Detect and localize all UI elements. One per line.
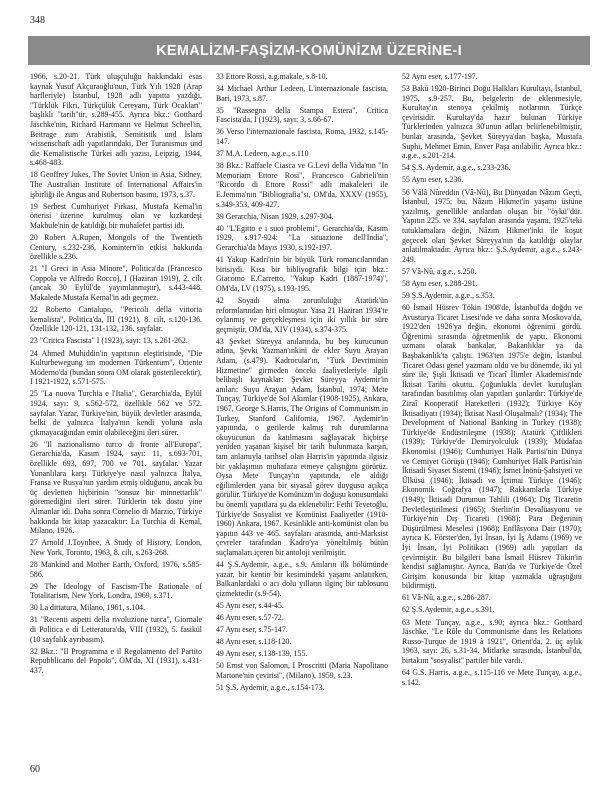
footnote: 25 "La nuova Turchia e l'Italia", Gerarchia'da, Eylül 1924, sayı: 9, s.562-572, özellikle 562 ve 572. sayfalar. Yazar, Türkiye'nin, büyük devletler arasında, belki de yalnızca İtalya'nın kendi yoluna asla çıkmayacağından emin olabileceğini ileri sürer. xyxy=(30,389,202,437)
footnote: 46 Aynı eser, s.57-72. xyxy=(216,612,284,622)
footnote: 61 Vâ-Nû, a.g.e., s.286-287. xyxy=(402,593,491,603)
footnote: 39 Gerarchia, Nisan 1929, s.297-304. xyxy=(216,211,334,221)
footnote: 53 Bakü 1920-Birinci Doğu Halkları Kurultayı, İstanbul, 1975, s.9-257. Bu, belgelerin de eklenmesiyle, Kurultay'ın stenoya çekilmiş notlarının Türkçe çevirisidir. Kurultay'da hazır bulunan Türkiye Türklerinden yalnızca 30'unun adları belirlenebilmiştir, bunlar arasında, Şevket Süreyya'dan başka, Mustafa Suphi, Mehmet Emin, Enver Paşa anılabilir. Ayrıca bkz.: a.g.e., s.201-214. xyxy=(402,84,582,161)
footnote: 57 Vâ-Nû, a.g.e., s.250. xyxy=(402,266,477,276)
footnote: 18 Geoffrey Jukes, The Soviet Union in Asia, Sidney, The Australian Institute of International Affairs'in işbirliği ile Angus and Robertson basımı, 1973, s.37. xyxy=(30,170,202,199)
footnote: 26 "Il nazionalismo turco di fronte all'Europa", Gerarchia'da, Kasım 1924, sayı: 11, s.693-701, özellikle 693, 697, 700 ve 701. sayfalar. Yazar Yunanlılara karşı Türkiye'ye nasıl yalnızca İtalya, Fransa ve Rusya'nın yardım etmiş olduğunu, ancak bu üç devletten hiçbirinin "sonsuz bir minnettarlık" göremediğini ileri sürer. Türklerin tek dostu yine Almanlar idi. Daha sonra Cornelio di Marzio, Türkiye hakkında bir kitap yazacaktır: La Turchia di Kemal, Milano, 1926. xyxy=(30,439,202,536)
footnote: 27 Arnold J.Toynbee, A Study of History, London, New York, Toronto, 1963, 8. cilt, s.263-268. xyxy=(30,538,202,557)
footnote: 60 İsmail Hüsrev Tökin 1908'de, İstanbul'da doğdu ve Avusturya Ticaret Lisesi'nde ve daha sonra Moskova'da, 1922'den 1926'ya değin, ekonomi öğrenimi gördü. Öğrenimi sırasında öğretmenlik de yaptı. Ekonomi uzmanı olarak bankalar, Bakanlıklar ya da Başbakanlık'ta çalıştı. 1963'ten 1975'e değin, İstanbul Ticaret Odası genel yazmanı oldu ve bu dönemde, iki yıl süre ile, Şişli İktisadi ve Ticarî İlimler Akademisi'nde İktisat Tarihi okuttu. Çoğunlukla devlet kuruluşları tarafından basıtılmış olan yapıtları şunlardır: Türkiye'de Ziraî Kooperatif Hareketleri (1932); Türkiye Köy İktisadiyatı (1934); İktisat Nasıl Oluşalmalı? (1934); The Development of National Banking in Turkey (1938); Türkiye'de Endüstrileşme (1938); Atatürk Çiftlikleri (1939); Türkiye'de Demiryolculuk (1939); Müdafaa Ekonomisi (1946); Cumhuriyet Halk Partisi'nin Dünya ve Cemiyet Görüşü (1946); Cumhuriyet Halk Partisi'nin İktisadi Siyaset Sistemi (1946); İsmet İnönü-Şahsiyeti ve Ülküsü (1946); İktisadi ve İçtimai Türkiye (1946); Ekonomik Coğrafya (1947); Rakkamlarla Türkiye (1949); İktisadi Durumun Tahlili (1964); Dış Ticaretin Devletleştirilmesi (1965); Sterlin'in Devalüasyonu ve Türkiye'nin Dış Ticareti (1968); Para Değerinin Düşürülmesi Meselesi (1968); Enflâsyona Dair (1970); ayrıca K. Förster'den, İyi İnsan, İyi İş Adamı (1969) ve İyi İnsan, İyi Politikacı (1969) adlı yapıtları da çevirmiştir. Bu bilgileri bana İsmail Hüsrev Tökin'in kendisi sağlamıştır. Ayrıca, Batı'da ve Türkiye'de Özel Girişim konusunda bir kitap yazmakla uğraştığını bildirmişti. xyxy=(402,303,582,591)
footnote: 62 Ş.S.Aydemir, a.g.e., s.391. xyxy=(402,605,495,615)
footnote: 54 Ş.S. Aydemir, a.g.e., s.233-236. xyxy=(402,163,511,173)
footnote: 58 Aynı eser, s.288-291. xyxy=(402,278,478,288)
footnote: 48 Aynı eser, s.118-120. xyxy=(216,637,292,647)
footnote: 1966, s.20-21. Türk uluşçuluğu hakkındaki esas kaynak Yusuf Akçuraoğlu'nun, Türk Yılı 1928 (Arap harfleriyle) İstanbul, 1928 adlı yapıtta yazdığı, "Türklük Fikri, Türkçülük Cereyanı, Türk Ocakları" başlıklı "tarih"tir, s.289-455. Ayrıca bkz.: Gotthard Jäschke'nin, Richard Hartmann ve Helmut Scheel'in, Beitrage zum Arabistik, Semitistik und İslam wissenschaft adlı yapıtlarındaki, Der Turanismus und die Kemalistische Türkei adlı yazısı, Leipzig, 1944, s.468-483. xyxy=(30,72,202,168)
footnote: 59 Ş.S.Aydemir, a.g.e., s.353. xyxy=(402,290,495,300)
footnote: 41 Yakup Kadri'nin bir büyük Türk romancılarından birisiydi. Kısa bir bibliyografik bilgi için bkz.: Giacomo E.Carretto, "Yakup Kadri (1887-1974)", OM'da, LV (1975), s.193-195. xyxy=(216,255,388,293)
footnote: 29 The Ideology of Fascism-The Rationale of Totalitarism, New York, Londra, 1969, s.371. xyxy=(30,581,202,601)
running-header-title: KEMALİZM-FAŞİZM-KOMÜNİZM ÜZERİNE-I xyxy=(156,42,462,59)
footnote: 21 "I Greci in Asia Minore", Politica'da (Francesco Coppola ve Alfredo Rocco), I (Haziran 1919), 2. cilt (ancak 30 Eylül'de yayımlanmıştır), s.443-448. Makalede Mustafa Kemal'in adı geçmez. xyxy=(30,264,202,303)
footnote: 32 Bkz.: "Il Programma e il Regolamento del Partito Repubblicano del Popolo", OM'da, XI (1931), s.431-437. xyxy=(30,646,202,675)
footnote: 33 Ettore Rossi, a.g.makale, s.8-10. xyxy=(216,72,328,81)
footnote: 20 Robert A.Rupen, Mongols of the Twentieth Century, s.232-236, Komintern'in etkisi hakkında özellikle s.236. xyxy=(30,233,202,262)
footnote: 34 Michael Arthur Ledeen, L'internazionale fascista, Bari, 1973, s.87. xyxy=(216,84,388,103)
footnote: 43 Şevket Süreyya anılarında, bu beş kurucunun adına, Şevki Yazman'ınkini de ekler Suyu Arayan Adam, (s.479). Kadrocular'ın, "Türk Devriminin Hizmetine" girmeden önceki faaliyetleriyle ilgili belibaşlı kaynaklar: Şevket Süreyya Aydemir'in anıları: Suyu Arayan Adam, İstanbul, 1974; Mete Tunçay, Türkiye'de Sol Akımlar (1908-1925), Ankara, 1967, George S.Harris, The Origins of Communism in Turkey, Stanford California, 1967. Aydemir'in yapıtında, o gerilerde kalmış ruh durumlarına okuyucunun da katılmasını sağlayacak hiçbirşe yeniden yaşanan kişisel bir tarih bulunmaza karşın, tam anlamıyla tarihsel olan Harris'in yapıtında ilgisiz bir yaklaşımın muhafaza etmeye çalıştığını görürüz. Oysa Mete Tunçay'ın yapıtında, ele aldığı eğilimlerden yana bir siyasal görev duygusu açıkça görülür. Türkiye'de Komünizm'in doğuşu konusundaki bu önemli yapıtlara şu da eklenebilir: Fethi Tevetoğlu, Türkiye'de Sosyalist ve Komünist Faaliyetler (1910-1960) Ankara, 1967. Kesinlikle anti-komünist olan bu yapıtın 443 ve 465. sayfaları arasında, anti-Marksist çevreler tarafından Kadro'ya yöneltilmiş bütün suçlamaları içeren bir antoloji verilmiştir. xyxy=(216,336,388,557)
footnote: 37 M.A. Ledeen, a.g.e., s.110 xyxy=(216,149,309,159)
footnote: 63 Mete Tunçay, a.g.e., s.90; ayrıca bkz.: Gotthard Jäschke, "Le Rôle du Communisme dans les Relations Russo-Turque de 1919 à 1921", Orient'da, 2. üç aylık 1963, sayı: 26, s.31-34. Mitlarke sırasında, İstanbul'da, birtakım "sosyalist" partiler bile vardı. xyxy=(402,617,582,665)
footnote: 31 "Recenti aspetti della rivoluzione turca", Giornale di Politica e di Letteratura'da, VIII (1932), 5. fasikül (10 sayfalık ayrıbasım). xyxy=(30,615,202,644)
footnote: 44 Ş.S.Aydemir, a.g.e., s.9. Anıların ilk bölümünde yazar, bir kentin bir kesimindeki yaşamı anlatırken, Balkanlardaki o acı dolu yılların ilginç bir tablosunu çizmektedir (s.9-54). xyxy=(216,560,388,598)
page-number-bottom: 60 xyxy=(30,764,40,775)
footnote: 23 "Critica Fascista" I (1923), sayı: 13, s.261-262. xyxy=(30,336,188,346)
footnote: 22 Roberto Cantalupo, "Pericoli della vittoria kemalista", Politica'da, III (1921), 8. cilt, s.120-136. Özellikle 120-121, 131-132, 136. sayfalar. xyxy=(30,305,202,334)
footnote: 30 La dittatura, Milano, 1961, s.104. xyxy=(30,603,146,613)
footnote: 24 Ahmed Muhiddin'in yapıtının eleştirisinde, "Die Kulturbewegung im modernen Türkentum", Oriente Moderno'da (bundan sonra OM olarak gösterilecektir), I 1921-1922, s.571-575. xyxy=(30,348,202,387)
footnote: 55 Aynı eser, s.236. xyxy=(402,175,464,185)
footnote: 35 "Rassegna della Stampa Estera", Critica Fascista'da, I (1923), sayı: 3, s.66-67. xyxy=(216,105,388,125)
footnote: 47 Aynı eser, s.75-147. xyxy=(216,625,288,635)
running-header xyxy=(28,36,590,65)
footnote: 64 G.S. Harris, a.g.e., s.115-116 ve Mete Tunçay, a.g.e., s.142. xyxy=(402,668,582,687)
footnote-column-1 xyxy=(30,72,202,758)
footnote: 19 Serbest Cumhuriyet Fırkası, Mustafa Kemal'in önerisi üzerine kurulmuş olan ve kızkardeşi Makbule'nin de katıldığı bir muhalefet partisi idi. xyxy=(30,201,202,230)
footnote-column-2 xyxy=(216,72,388,758)
footnote: 56 Vâlâ Nûreddin (Vâ-Nû), Bu Dünyadan Nâzım Geçti, İstanbul, 1975; bu, Nâzım Hikmet'in yaşamı üstüne yazılmış, genellikle anılardan oluşan bir "öykü"dür. Yapıtın 225. ve 334. sayfaları arasında yaşamı, 1925'teki tutuklamalara değin, Nâzım Hikmet'inki ile koşut geçecek olan Şevket Süreyya'nın da katıldığı olaylar anlatılmaktadır. Ayrıca bkz.: Ş.S.Aydemir, a.g.e., s.243-249. xyxy=(402,187,582,264)
footnote: 40 "L'Egitto e i suoi problemi", Gerarchia'da, Kasım 1929, s.917-924: "La situazione dell'India", Gerarchia'da Mayıs 1930, s.192-197. xyxy=(216,223,388,252)
footnote: 28 Mankind and Mother Earth, Oxford, 1976, s.585-586. xyxy=(30,560,202,579)
footnote-column-3 xyxy=(402,72,582,758)
footnote: 42 Soyadı alma zorunluluğu Atatürk'ün reformlarından biri olmuştur. Yasa 21 Haziran 1934'te oylanmış ve gerçekleşmesi için iki yıllık bir süre geçmiştir, OM'da, XIV (1934), s.374-375. xyxy=(216,295,388,334)
footnote: 51 Ş.S. Aydemir, a.g.e., s.154-173. xyxy=(216,683,325,693)
footnote: 36 Verso l'internazionale fascista, Roma, 1932, s.145-147. xyxy=(216,127,388,147)
footnote: 45 Aynı eser, s.44-45. xyxy=(216,600,284,610)
footnote: 50 Ernst von Salomon, I Proscritti (Maria Napolitano Martone'nin çevirisi", (Milano), 1959, s.23. xyxy=(216,661,388,680)
footnote: 52 Aynı eser, s.177-197. xyxy=(402,72,478,81)
page-number-top: 348 xyxy=(30,15,45,26)
footnote: 38 Bkz.: Raffaele Ciasca ve G.Levi della Vida'nın "In Memoriam Ettore Rosi", Francesco Gabrieli'nin "Ricordo di Ettore Rossi" adlı makaleleri ile E.Jemma'nın "Bibliografia"sı, OM'da, XXXV (1955), s.349-353, 409-427. xyxy=(216,161,388,209)
footnote: 49 Aynı eser, s.138-139, 155. xyxy=(216,649,308,659)
